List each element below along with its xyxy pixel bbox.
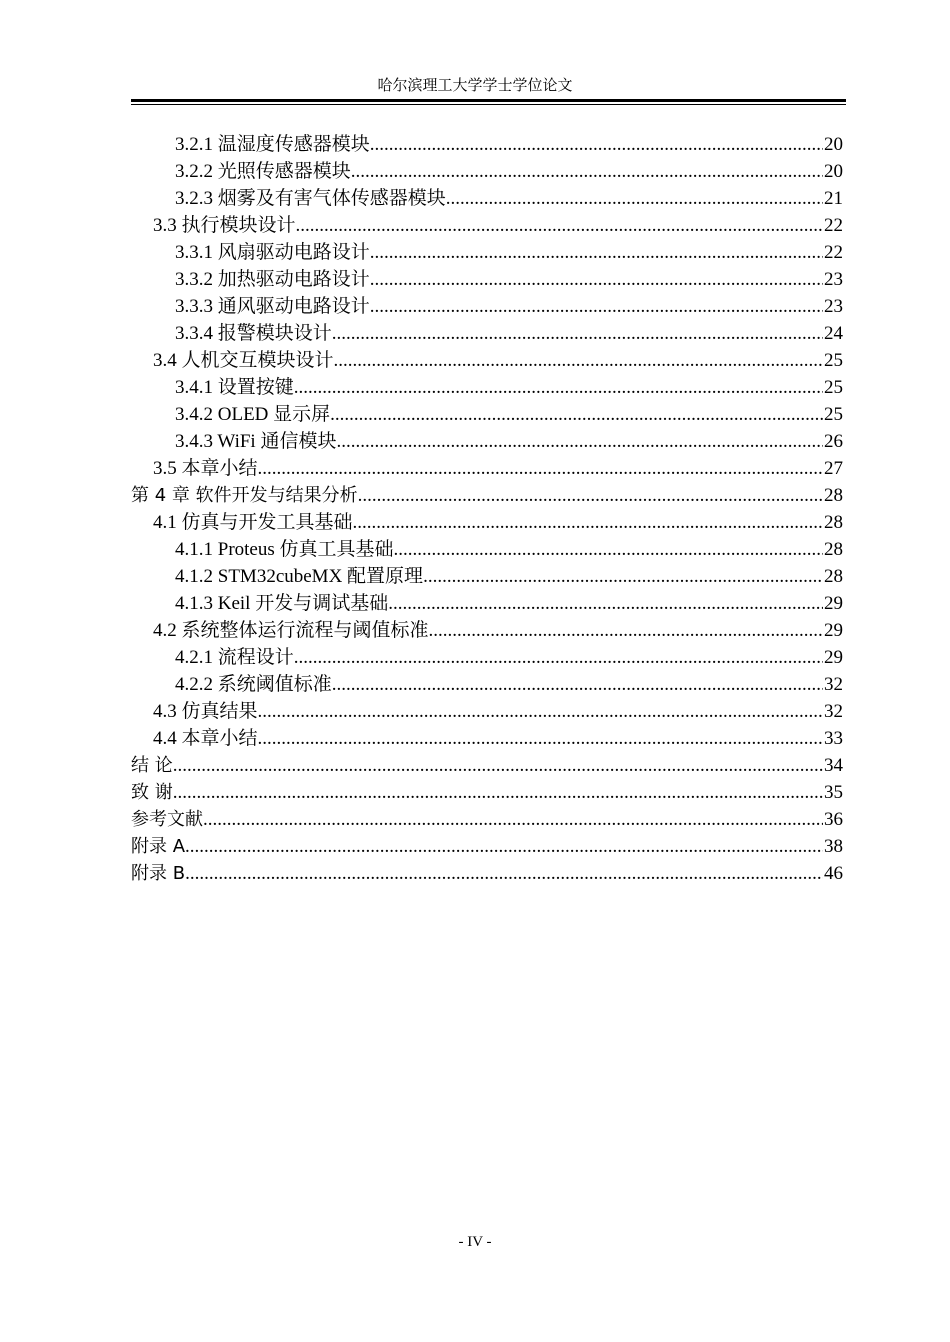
toc-entry-title: 4.4 本章小结 — [153, 728, 258, 749]
toc-entry-title: 4.2.1 流程设计 — [175, 647, 294, 668]
toc-entry-page: 29 — [824, 593, 843, 614]
toc-entry[interactable] — [131, 779, 843, 806]
toc-dot-leader — [353, 509, 823, 536]
toc-entry[interactable] — [131, 617, 843, 644]
toc-entry[interactable] — [131, 752, 843, 779]
table-of-contents — [131, 131, 843, 887]
toc-entry-page: 23 — [824, 269, 843, 290]
running-header: 哈尔滨理工大学学士学位论文 — [377, 78, 573, 94]
toc-entry[interactable] — [131, 401, 843, 428]
toc-entry-title: 4.2.2 系统阈值标准 — [175, 674, 332, 695]
toc-entry-page: 24 — [824, 323, 843, 344]
toc-dot-leader — [173, 779, 823, 806]
toc-entry-page: 25 — [824, 350, 843, 371]
toc-dot-leader — [258, 698, 823, 725]
toc-entry[interactable] — [131, 293, 843, 320]
toc-entry[interactable] — [131, 563, 843, 590]
toc-entry-title: 3.4.1 设置按键 — [175, 377, 294, 398]
toc-dot-leader — [429, 617, 823, 644]
toc-entry-page: 32 — [824, 674, 843, 695]
toc-entry[interactable] — [131, 131, 843, 158]
toc-entry-title: 4.1 仿真与开发工具基础 — [153, 512, 353, 533]
toc-entry-page: 32 — [824, 701, 843, 722]
toc-entry[interactable] — [131, 428, 843, 455]
toc-entry-title: 4.1.1 Proteus 仿真工具基础 — [175, 539, 394, 560]
toc-entry[interactable] — [131, 671, 843, 698]
toc-entry-title: 3.3 执行模块设计 — [153, 215, 296, 236]
toc-dot-leader — [203, 806, 823, 833]
toc-dot-leader — [294, 644, 823, 671]
toc-entry[interactable] — [131, 185, 843, 212]
toc-dot-leader — [258, 455, 823, 482]
toc-entry-page: 23 — [824, 296, 843, 317]
toc-entry-page: 26 — [824, 431, 843, 452]
toc-entry-title: 4.1.3 Keil 开发与调试基础 — [175, 593, 389, 614]
toc-dot-leader — [394, 536, 823, 563]
toc-dot-leader — [423, 563, 823, 590]
toc-dot-leader — [185, 833, 823, 860]
toc-entry-page: 28 — [824, 539, 843, 560]
toc-entry-page: 20 — [824, 161, 843, 182]
toc-dot-leader — [330, 401, 823, 428]
header-rule-thick — [131, 99, 846, 102]
toc-entry-title: 3.3.2 加热驱动电路设计 — [175, 269, 370, 290]
toc-entry[interactable] — [131, 725, 843, 752]
toc-entry[interactable] — [131, 509, 843, 536]
toc-dot-leader — [173, 752, 823, 779]
toc-entry-title: 4.2 系统整体运行流程与阈值标准 — [153, 620, 429, 641]
toc-entry[interactable] — [131, 320, 843, 347]
toc-entry-title: 3.5 本章小结 — [153, 458, 258, 479]
toc-entry[interactable] — [131, 374, 843, 401]
toc-dot-leader — [296, 212, 823, 239]
toc-entry[interactable] — [131, 347, 843, 374]
toc-dot-leader — [388, 590, 823, 617]
toc-entry-page: 38 — [824, 836, 843, 857]
toc-entry-title: 3.3.4 报警模块设计 — [175, 323, 332, 344]
toc-entry-title: 第 4 章 软件开发与结果分析 — [131, 485, 358, 506]
toc-entry-page: 25 — [824, 377, 843, 398]
toc-entry-page: 29 — [824, 620, 843, 641]
toc-entry[interactable] — [131, 806, 843, 833]
toc-entry-page: 28 — [824, 566, 843, 587]
toc-entry-page: 46 — [824, 863, 843, 884]
toc-dot-leader — [258, 725, 823, 752]
toc-entry-page: 34 — [824, 755, 843, 776]
toc-dot-leader — [185, 860, 823, 887]
toc-entry[interactable] — [131, 536, 843, 563]
toc-entry[interactable] — [131, 833, 843, 860]
toc-dot-leader — [446, 185, 823, 212]
toc-dot-leader — [332, 671, 823, 698]
toc-dot-leader — [370, 293, 823, 320]
header-rule-thin — [131, 104, 846, 105]
toc-entry-title: 4.3 仿真结果 — [153, 701, 258, 722]
toc-entry-page: 36 — [824, 809, 843, 830]
toc-entry[interactable] — [131, 158, 843, 185]
toc-entry-page: 27 — [824, 458, 843, 479]
toc-entry-title: 3.3.3 通风驱动电路设计 — [175, 296, 370, 317]
toc-entry[interactable] — [131, 860, 843, 887]
toc-entry[interactable] — [131, 455, 843, 482]
toc-entry-page: 22 — [824, 215, 843, 236]
toc-entry-page: 21 — [824, 188, 843, 209]
toc-dot-leader — [370, 131, 823, 158]
toc-entry[interactable] — [131, 644, 843, 671]
toc-entry-title: 4.1.2 STM32cubeMX 配置原理 — [175, 566, 424, 587]
toc-entry[interactable] — [131, 239, 843, 266]
toc-dot-leader — [336, 428, 823, 455]
toc-dot-leader — [358, 482, 823, 509]
toc-entry-title: 3.3.1 风扇驱动电路设计 — [175, 242, 370, 263]
toc-entry-title: 3.2.1 温湿度传感器模块 — [175, 134, 370, 155]
toc-entry-title: 附录 B — [131, 863, 186, 884]
page-number: - IV - — [458, 1234, 492, 1250]
toc-entry-page: 25 — [824, 404, 843, 425]
toc-entry[interactable] — [131, 266, 843, 293]
toc-entry-title: 3.2.3 烟雾及有害气体传感器模块 — [175, 188, 446, 209]
toc-entry-page: 29 — [824, 647, 843, 668]
toc-entry-page: 20 — [824, 134, 843, 155]
toc-entry[interactable] — [131, 482, 843, 509]
toc-entry[interactable] — [131, 590, 843, 617]
toc-dot-leader — [294, 374, 823, 401]
toc-entry-title: 附录 A — [131, 836, 186, 857]
toc-entry-page: 28 — [824, 512, 843, 533]
toc-dot-leader — [351, 158, 823, 185]
toc-entry-title: 3.4.2 OLED 显示屏 — [175, 404, 331, 425]
toc-entry-title: 3.2.2 光照传感器模块 — [175, 161, 351, 182]
toc-dot-leader — [370, 239, 823, 266]
toc-entry-page: 33 — [824, 728, 843, 749]
toc-entry-page: 28 — [824, 485, 843, 506]
toc-entry-title: 结 论 — [131, 755, 173, 776]
toc-entry-title: 参考文献 — [131, 809, 203, 830]
toc-dot-leader — [334, 347, 823, 374]
toc-dot-leader — [332, 320, 823, 347]
toc-entry-page: 22 — [824, 242, 843, 263]
toc-entry-page: 35 — [824, 782, 843, 803]
toc-entry[interactable] — [131, 212, 843, 239]
toc-entry-title: 3.4 人机交互模块设计 — [153, 350, 334, 371]
toc-entry[interactable] — [131, 698, 843, 725]
toc-entry-title: 致 谢 — [131, 782, 173, 803]
toc-entry-title: 3.4.3 WiFi 通信模块 — [175, 431, 337, 452]
toc-dot-leader — [370, 266, 823, 293]
